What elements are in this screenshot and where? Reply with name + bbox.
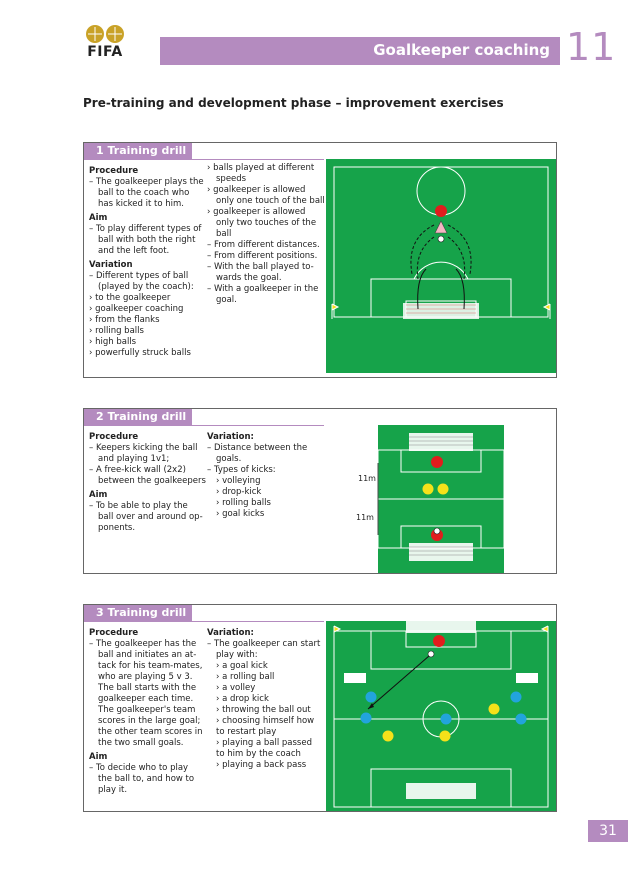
player-yellow: [383, 731, 394, 742]
text-line: Aim: [89, 490, 108, 500]
ball-icon: [438, 236, 444, 242]
text-line: tack for his team-mates,: [98, 661, 203, 671]
text-line: › goalkeeper is allowed: [207, 207, 306, 217]
player-red: [435, 205, 447, 217]
text-line: The ball starts with the: [98, 683, 197, 693]
page-number: 31: [588, 820, 628, 842]
text-line: › rolling balls: [89, 326, 144, 336]
fifa-logo: [82, 24, 128, 64]
text-line: the ball to, and how to: [98, 774, 195, 784]
text-line: who are playing 5 v 3.: [98, 672, 193, 682]
text-line: Aim: [89, 752, 108, 762]
text-line: Procedure: [89, 628, 139, 638]
text-line: Variation: [89, 260, 133, 270]
text-line: › goal kicks: [216, 509, 265, 519]
text-line: › rolling balls: [216, 498, 271, 508]
player-yellow: [423, 484, 434, 495]
text-line: (played by the coach):: [98, 282, 194, 292]
drill-3-left-text: [89, 625, 207, 796]
distance-label-bottom: 11m: [356, 513, 374, 522]
text-line: to him by the coach: [216, 749, 301, 759]
small-goal: [516, 673, 538, 683]
text-line: to restart play: [216, 727, 277, 737]
text-line: and the left foot.: [98, 246, 170, 256]
text-line: › playing a ball passed: [216, 738, 312, 748]
drill-3-box: [83, 604, 557, 812]
text-line: – Different types of ball: [89, 271, 189, 281]
text-line: › a goal kick: [216, 661, 268, 671]
drill-2-pitch: [326, 425, 556, 573]
text-line: – The goalkeeper plays the: [89, 177, 204, 187]
player-blue: [511, 692, 522, 703]
text-line: Procedure: [89, 166, 139, 176]
text-line: – With a goalkeeper in the: [207, 284, 319, 294]
text-line: – From different positions.: [207, 251, 318, 261]
text-line: – The goalkeeper has the: [89, 639, 197, 649]
text-line: › drop-kick: [216, 487, 262, 497]
text-line: › playing a back pass: [216, 760, 307, 770]
text-line: only one touch of the ball: [216, 196, 325, 206]
text-line: ball and initiates an at-: [98, 650, 197, 660]
text-line: has kicked it to him.: [98, 199, 184, 209]
text-line: › a rolling ball: [216, 672, 275, 682]
chapter-number-box: [560, 25, 638, 69]
small-goal: [344, 673, 366, 683]
text-line: The goalkeeper's team: [98, 705, 196, 715]
drill-3-heading: 3 Training drill: [84, 605, 192, 621]
text-line: wards the goal.: [216, 273, 282, 283]
text-line: ball with both the right: [98, 235, 196, 245]
text-line: – To be able to play the: [89, 501, 188, 511]
text-line: › from the flanks: [89, 315, 160, 325]
text-line: › a volley: [216, 683, 256, 693]
ball-icon: [434, 528, 440, 534]
section-title: Pre-training and development phase – improvement exercises: [83, 96, 504, 110]
text-line: › powerfully struck balls: [89, 348, 191, 358]
text-line: – Types of kicks:: [207, 465, 276, 475]
text-line: – A free-kick wall (2x2): [89, 465, 186, 475]
text-line: Procedure: [89, 432, 139, 442]
player-blue: [516, 714, 527, 725]
text-line: – To decide who to play: [89, 763, 189, 773]
text-line: play it.: [98, 785, 128, 795]
drill-2-left-text: [89, 429, 207, 534]
text-line: play with:: [216, 650, 258, 660]
text-line: – Keepers kicking the ball: [89, 443, 198, 453]
text-line: – To play different types of: [89, 224, 202, 234]
goal: [403, 303, 479, 319]
drill-2-heading: 2 Training drill: [84, 409, 192, 425]
logo-text: FIFA: [87, 44, 123, 60]
text-line: › a drop kick: [216, 694, 269, 704]
text-line: Variation:: [207, 432, 254, 442]
text-line: › goalkeeper coaching: [89, 304, 184, 314]
chapter-number: 11: [566, 25, 617, 69]
text-line: – With the ball played to-: [207, 262, 314, 272]
drill-1-box: [83, 142, 557, 378]
goal: [409, 543, 473, 561]
text-line: the two small goals.: [98, 738, 184, 748]
globe-icon: [85, 24, 125, 44]
drill-2-box: [83, 408, 557, 574]
player-blue: [366, 692, 377, 703]
drill-1-heading: 1 Training drill: [84, 143, 192, 159]
player-yellow: [438, 484, 449, 495]
text-line: › choosing himself how: [216, 716, 315, 726]
text-line: › volleying: [216, 476, 261, 486]
text-line: speeds: [216, 174, 247, 184]
text-line: only two touches of the: [216, 218, 317, 228]
text-line: › high balls: [89, 337, 137, 347]
text-line: the other team scores in: [98, 727, 203, 737]
text-line: – Distance between the: [207, 443, 308, 453]
drill-3-pitch: [326, 621, 556, 811]
drill-2-right-text: [207, 429, 325, 520]
text-line: and playing 1v1;: [98, 454, 170, 464]
drill-1-right-text: [207, 163, 325, 306]
text-line: scores in the large goal;: [98, 716, 201, 726]
text-line: Variation:: [207, 628, 254, 638]
text-line: goals.: [216, 454, 242, 464]
divider: [84, 621, 324, 622]
text-line: between the goalkeepers: [98, 476, 206, 486]
text-line: Aim: [89, 213, 108, 223]
player-blue: [361, 713, 372, 724]
divider: [84, 159, 324, 160]
drill-1-pitch: [326, 159, 556, 373]
text-line: – From different distances.: [207, 240, 320, 250]
text-line: – The goalkeeper can start: [207, 639, 321, 649]
distance-label-top: 11m: [358, 474, 376, 483]
goal: [406, 783, 476, 799]
player-red: [431, 456, 443, 468]
divider: [84, 425, 324, 426]
drill-3-right-text: [207, 625, 325, 771]
goal: [406, 621, 476, 633]
text-line: › to the goalkeeper: [89, 293, 171, 303]
drill-1-left-text: [89, 163, 207, 359]
goal: [409, 433, 473, 451]
text-line: goal.: [216, 295, 237, 305]
header-title: Goalkeeper coaching: [373, 41, 550, 59]
text-line: ball over and around op-: [98, 512, 203, 522]
coach-cone: [435, 221, 447, 233]
text-line: › goalkeeper is allowed: [207, 185, 306, 195]
text-line: › throwing the ball out: [216, 705, 311, 715]
player-yellow: [440, 731, 451, 742]
text-line: ball to the coach who: [98, 188, 190, 198]
text-line: ponents.: [98, 523, 136, 533]
text-line: goalkeeper each time.: [98, 694, 194, 704]
player-yellow: [489, 704, 500, 715]
player-red: [433, 635, 445, 647]
player-blue: [441, 714, 452, 725]
text-line: › balls played at different: [207, 163, 315, 173]
text-line: ball: [216, 229, 232, 239]
